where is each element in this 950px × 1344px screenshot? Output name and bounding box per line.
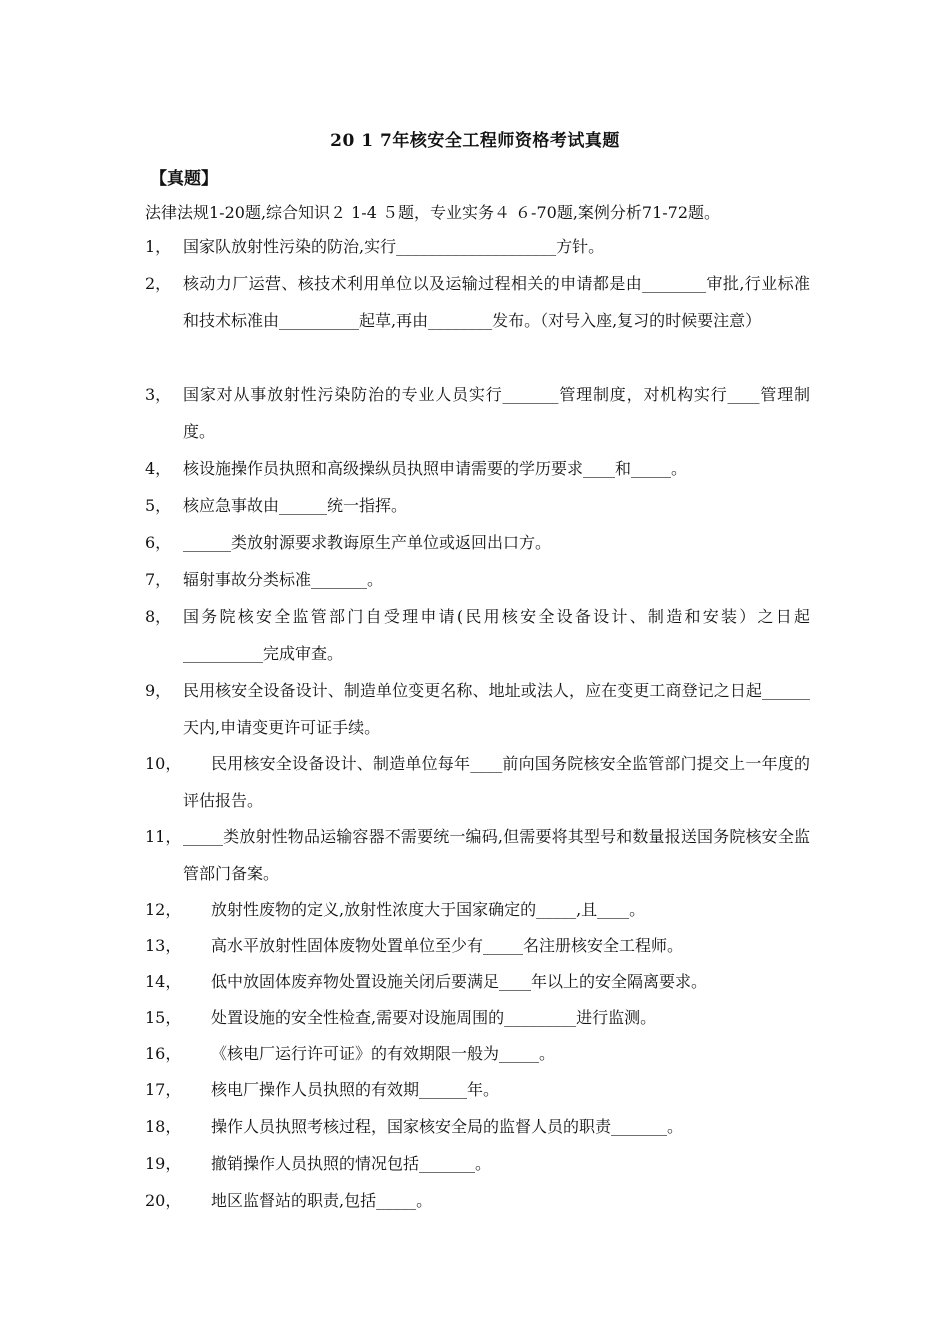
question-item <box>145 963 810 1000</box>
question-text: 民用核安全设备设计、制造单位变更名称、地址或法人，应在变更工商登记之日起______天内,申请变更许可证手续。 <box>183 681 810 737</box>
question-item <box>145 598 810 672</box>
section-heading: 【真题】 <box>150 169 218 189</box>
question-item <box>145 1182 810 1219</box>
question-text: 地区监督站的职责,包括_____。 <box>211 1191 433 1210</box>
question-item <box>145 524 810 561</box>
question-text: 核电厂操作人员执照的有效期______年。 <box>211 1080 500 1099</box>
question-number: 19， <box>145 1154 182 1173</box>
question-item <box>145 999 810 1036</box>
question-number: 12， <box>145 900 182 919</box>
question-item <box>145 1035 810 1072</box>
question-text: 核应急事故由______统一指挥。 <box>183 496 408 515</box>
question-item <box>145 745 810 819</box>
question-item <box>145 927 810 964</box>
intro-line: 法律法规1-20题,综合知识２ 1-4 ５题，专业实务４ ６-70题,案例分析71-72题。 <box>145 203 721 222</box>
question-number: 4， <box>145 459 172 478</box>
question-number: 13， <box>145 936 182 955</box>
question-number: 20， <box>145 1191 182 1210</box>
question-text: _____类放射性物品运输容器不需要统一编码,但需要将其型号和数量报送国务院核安全监管部门备案。 <box>183 827 810 883</box>
question-number: 8， <box>145 607 172 626</box>
question-text: 高水平放射性固体废物处置单位至少有_____名注册核安全工程师。 <box>211 936 684 955</box>
question-number: 17， <box>145 1080 182 1099</box>
question-number: 16， <box>145 1044 182 1063</box>
question-item <box>145 450 810 487</box>
question-number: 2， <box>145 274 172 293</box>
question-item <box>145 818 810 892</box>
question-text: 民用核安全设备设计、制造单位每年____前向国务院核安全监管部门提交上一年度的评估报告。 <box>183 754 810 810</box>
question-item <box>145 891 810 928</box>
question-item <box>145 228 810 265</box>
question-text: 辐射事故分类标准_______。 <box>183 570 384 589</box>
question-item <box>145 265 810 339</box>
question-number: 7， <box>145 570 172 589</box>
question-text: 国家队放射性污染的防治,实行____________________方针。 <box>183 237 605 256</box>
question-text: 低中放固体废弃物处置设施关闭后要满足____年以上的安全隔离要求。 <box>211 972 708 991</box>
question-text: 放射性废物的定义,放射性浓度大于国家确定的_____,且____。 <box>211 900 646 919</box>
question-text: 撤销操作人员执照的情况包括_______。 <box>211 1154 492 1173</box>
question-number: 5， <box>145 496 172 515</box>
question-text: 《核电厂运行许可证》的有效期限一般为_____。 <box>211 1044 556 1063</box>
question-item <box>145 1108 810 1145</box>
question-number: 9， <box>145 681 172 700</box>
question-number: 6， <box>145 533 172 552</box>
question-number: 10， <box>145 754 182 773</box>
question-text: 核动力厂运营、核技术利用单位以及运输过程相关的申请都是由________审批,行业标准和技术标准由__________起草,再由________发布。（对号入座,复习的时候要注意） <box>183 274 810 330</box>
question-number: 15， <box>145 1008 182 1027</box>
question-item <box>145 487 810 524</box>
question-number: 3， <box>145 385 172 404</box>
question-text: 国家对从事放射性污染防治的专业人员实行_______管理制度，对机构实行____管理制度。 <box>183 385 810 441</box>
question-text: 处置设施的安全性检查,需要对设施周围的_________进行监测。 <box>211 1008 657 1027</box>
question-text: 国务院核安全监管部门自受理申请(民用核安全设备设计、制造和安装）之日起__________完成审查。 <box>183 607 810 663</box>
question-number: 14， <box>145 972 182 991</box>
question-number: 18， <box>145 1117 182 1136</box>
question-text: 操作人员执照考核过程，国家核安全局的监督人员的职责_______。 <box>211 1117 684 1136</box>
question-item <box>145 1071 810 1108</box>
question-item <box>145 1145 810 1182</box>
question-text: ______类放射源要求教诲原生产单位或返回出口方。 <box>183 533 552 552</box>
document-title: 20 1 7年核安全工程师资格考试真题 <box>330 131 620 151</box>
question-item <box>145 672 810 746</box>
question-text: 核设施操作员执照和高级操纵员执照申请需要的学历要求____和_____。 <box>183 459 688 478</box>
question-number: 1， <box>145 237 172 256</box>
question-number: 11， <box>145 827 182 846</box>
question-item <box>145 561 810 598</box>
question-item <box>145 376 810 450</box>
